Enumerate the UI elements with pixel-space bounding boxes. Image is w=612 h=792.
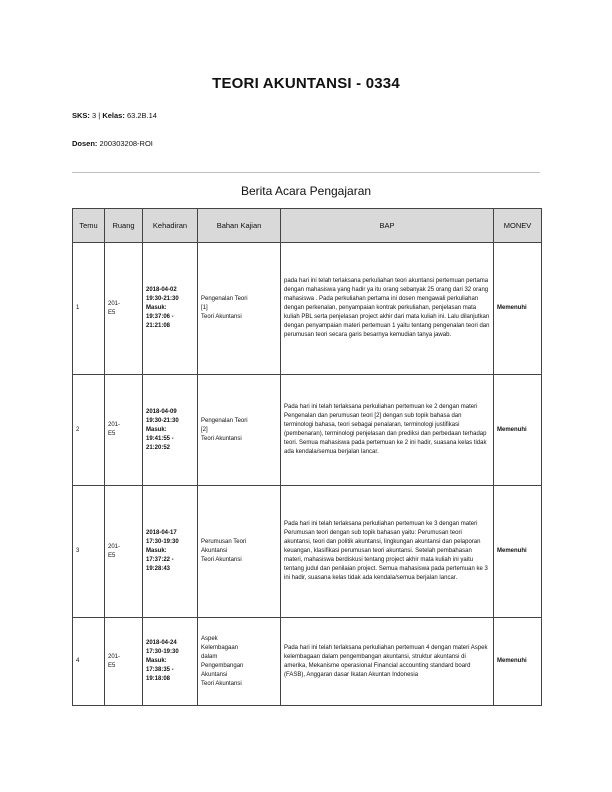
kehadiran-out: 21:20:52	[146, 444, 171, 451]
kehadiran-in: 17:38:35 -	[146, 667, 174, 673]
kehadiran-label: Masuk:	[146, 658, 167, 664]
ruang-line: E5	[108, 662, 116, 669]
table-header-row	[73, 209, 542, 243]
dosen-label: Dosen:	[72, 139, 98, 148]
bahan-line: Pengenalan Teori	[201, 417, 248, 424]
bahan-line: Teori Akuntansi	[201, 680, 242, 687]
cell-bap: Pada hari ini telah terlaksana perkuliahan pertemuan ke 3 dengan materi Perumusan teori dengan sub topik bahasan yaitu: Perumusan teori akuntansi, teori dan politik akuntansi, lingkungan akuntansi dan pelaporan keuangan, klasifikasi perumusan teori akuntansi. Setelah pembahasan materi, mahasiswa berdiskusi tentang project akhir mata kuliah ini yaitu tentang judul dan penilaian project. Semua mahasiswa pada pertemuan ke 3 ini hadir, suasana kelas tidak ada kendala/semua berjalan lancar.	[281, 486, 494, 618]
cell-monev: Memenuhi	[494, 486, 542, 618]
bahan-line: Teori Akuntansi	[201, 314, 242, 320]
cell-kehadiran	[143, 618, 198, 706]
bahan-line: [2]	[201, 426, 208, 433]
cell-temu: 1	[73, 243, 105, 375]
kehadiran-in: 19:37:06 -	[146, 314, 174, 320]
cell-monev: Memenuhi	[494, 243, 542, 375]
divider	[72, 172, 540, 173]
kehadiran-label: Masuk:	[146, 548, 167, 554]
header-kehadiran: Kehadiran	[143, 209, 198, 243]
course-info	[72, 111, 157, 120]
bap-table	[72, 208, 542, 706]
kehadiran-date: 2018-04-09	[146, 408, 177, 415]
dosen-value: 200303208-ROI	[99, 139, 153, 148]
ruang-line: 201-	[108, 543, 121, 550]
kehadiran-out: 21:21:08	[146, 323, 171, 329]
kehadiran-schedule: 17:30-19:30	[146, 649, 179, 655]
header-ruang: Ruang	[105, 209, 143, 243]
table-row	[73, 618, 542, 706]
kehadiran-date: 2018-04-02	[146, 287, 177, 293]
cell-ruang	[105, 375, 143, 486]
cell-bahan-kajian	[198, 486, 281, 618]
cell-kehadiran	[143, 486, 198, 618]
cell-ruang	[105, 618, 143, 706]
bahan-line: Akuntansi	[201, 548, 228, 554]
table-row	[73, 375, 542, 486]
cell-temu: 3	[73, 486, 105, 618]
bahan-line: Perumusan Teori	[201, 539, 247, 545]
bahan-line: Teori Akuntansi	[201, 435, 242, 442]
cell-monev: Memenuhi	[494, 375, 542, 486]
cell-kehadiran	[143, 375, 198, 486]
cell-kehadiran	[143, 243, 198, 375]
ruang-line: 201-	[108, 300, 121, 307]
kehadiran-schedule: 19:30-21:30	[146, 417, 179, 424]
kehadiran-schedule: 19:30-21:30	[146, 296, 179, 302]
sks-label: SKS:	[72, 111, 90, 120]
separator: |	[98, 111, 101, 120]
kehadiran-label: Masuk:	[146, 426, 167, 433]
table-row	[73, 486, 542, 618]
cell-bahan-kajian	[198, 618, 281, 706]
bahan-line: Pengenalan Teori	[201, 296, 248, 302]
ruang-line: E5	[108, 309, 116, 316]
ruang-line: E5	[108, 552, 116, 559]
cell-ruang	[105, 243, 143, 375]
ruang-line: 201-	[108, 422, 121, 428]
bahan-line: Teori Akuntansi	[201, 557, 242, 563]
sks-value: 3	[92, 111, 97, 120]
ruang-line: E5	[108, 431, 116, 437]
kehadiran-out: 19:18:08	[146, 676, 171, 682]
kehadiran-out: 19:28:43	[146, 566, 171, 572]
bahan-line: dalam	[201, 653, 218, 660]
cell-temu: 2	[73, 375, 105, 486]
bahan-line: [1]	[201, 305, 208, 311]
kelas-label: Kelas:	[102, 111, 125, 120]
cell-temu: 4	[73, 618, 105, 706]
kehadiran-schedule: 17:30-19:30	[146, 539, 179, 545]
kehadiran-label: Masuk:	[146, 305, 167, 311]
bahan-line: Akuntansi	[201, 671, 228, 678]
cell-ruang	[105, 486, 143, 618]
kehadiran-in: 19:41:55 -	[146, 435, 174, 442]
cell-bahan-kajian	[198, 243, 281, 375]
kehadiran-date: 2018-04-17	[146, 530, 177, 536]
lecturer-info	[72, 139, 153, 148]
cell-bahan-kajian	[198, 375, 281, 486]
bahan-line: Kelembagaan	[201, 644, 239, 651]
header-monev: MONEV	[494, 209, 542, 243]
section-title: Berita Acara Pengajaran	[240, 184, 372, 198]
header-temu: Temu	[73, 209, 105, 243]
bahan-line: Aspek	[201, 635, 218, 642]
page-title: TEORI AKUNTANSI - 0334	[212, 75, 400, 92]
kehadiran-date: 2018-04-24	[146, 640, 177, 646]
ruang-line: 201-	[108, 653, 121, 660]
cell-monev: Memenuhi	[494, 618, 542, 706]
cell-bap: Pada hari ini telah terlaksana perkuliahan pertemuan ke 2 dengan materi Pengenalan dan perumusan teori [2] dengan sub topik bahasa dan terminologi bahasa, teori sebagai penalaran, terminologi justifikasi (pembenaran), terminologi penjelasan dan prediksi dan perbedaan terhadap teori. Semua mahasiswa pada pertemuan ke 2 ini hadir, suasana kelas tidak ada kendala/semua berjalan lancar.	[281, 375, 494, 486]
kelas-value: 63.2B.14	[126, 111, 157, 120]
header-bahan-kajian: Bahan Kajian	[198, 209, 281, 243]
cell-bap: pada hari ini telah terlaksana perkuliahan teori akuntansi pertemuan pertama dengan mahasiswa yang hadir ya itu orang sebanyak 25 orang dari 32 orang mahasiswa . Pada perkuliahan pertama ini dosen mengawali perkuliahan dengan perkenalan, penyampaian kontrak perkuliahan, penjelasan mata kuliah PBL serta penjelasan project akhir dari mata kuliah ini. Lalu dilanjutkan dengan penyampaian materi pertemuan 1 yaitu tentang pengenalan teori dan perumusan teori secara garis besarnya kemudian tanya jawab.	[281, 243, 494, 375]
kehadiran-in: 17:37:22 -	[146, 557, 174, 563]
table-row	[73, 243, 542, 375]
cell-bap: Pada hari ini telah terlaksana perkuliahan pertemuan 4 dengan materi Aspek kelembagaan dalam pengembangan akuntansi, struktur akuntansi di amerika, Mekanisme operasional Financial accounting standard board (FASB), Anggaran dasar Ikatan Akuntan Indonesia	[281, 618, 494, 706]
header-bap: BAP	[281, 209, 494, 243]
bahan-line: Pengembangan	[201, 662, 244, 669]
